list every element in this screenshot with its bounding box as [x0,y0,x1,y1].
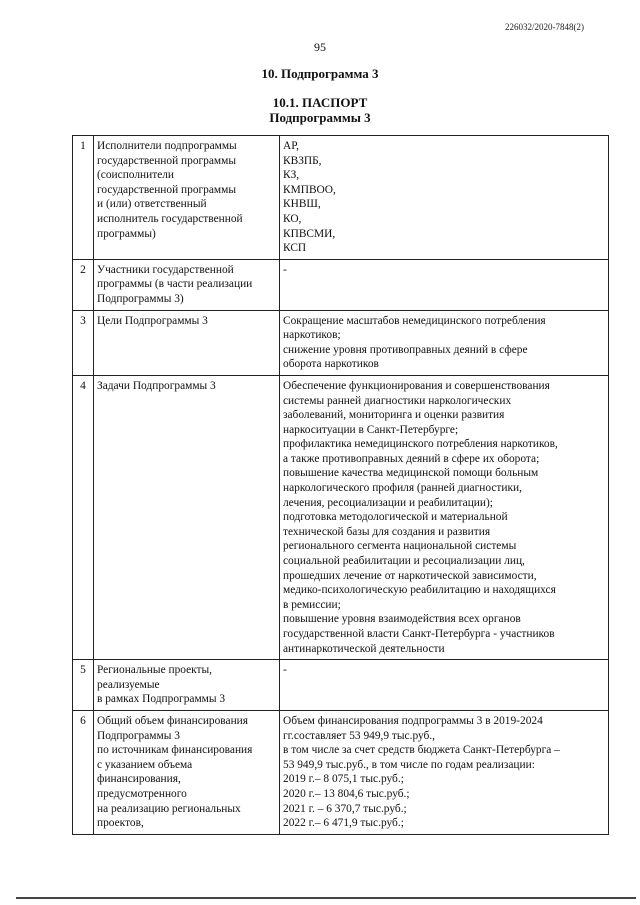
value-line: КСП [283,242,307,255]
label-line: в рамках Подпрограммы 3 [97,693,226,706]
row-number: 5 [73,660,94,711]
row-number: 4 [73,375,94,659]
value-line: медико-психологическую реабилитацию и находящихся [283,584,556,597]
passport-row-5 [73,660,609,711]
value-line: АР, [283,140,299,152]
label-line: Общий объем финансирования [97,714,249,727]
document-registration-code: 226032/2020-7848(2) [505,22,584,32]
value-line: повышение уровня взаимодействия всех органов [283,613,521,626]
row-value [280,310,609,375]
row-label [94,259,280,310]
value-line: КЗ, [283,169,300,182]
value-line: КО, [283,212,302,225]
value-line: гг.составляет 53 949,9 тыс.руб., [283,729,436,742]
label-line: государственной программы [97,183,237,196]
row-label [94,310,280,375]
value-line: КНВШ, [283,198,321,211]
label-line: Цели Подпрограммы 3 [97,314,208,327]
value-line: социальной реабилитации и ресоциализации лиц, [283,555,525,568]
value-line: а также противоправных деяний в сфере их оборота; [283,452,540,465]
label-line: и (или) ответственный [97,198,207,211]
label-line: Подпрограммы 3) [97,292,184,305]
label-line: предусмотренного [97,787,187,800]
value-line: Обеспечение функционирования и совершенствования [283,379,550,392]
row-value [280,660,609,711]
label-line: реализуемые [97,678,160,691]
value-line: 2020 г.– 13 804,6 тыс.руб.; [283,787,410,800]
row-label [94,136,280,260]
value-line: снижение уровня противоправных деяний в сфере [283,343,528,356]
passport-subheading: Подпрограммы 3 [269,110,371,125]
value-line: заболеваний, мониторинга и оценки развития [283,409,505,422]
label-line: Региональные проекты, [97,664,213,677]
row-label [94,660,280,711]
value-line: в ремиссии; [283,598,341,611]
label-line: на реализацию региональных [97,802,241,815]
value-line: 2022 г.– 6 471,9 тыс.руб.; [283,817,404,830]
value-line: регионального сегмента национальной системы [283,540,517,553]
passport-row-2 [73,259,609,310]
value-line: прошедших лечение от наркотической зависимости, [283,569,537,582]
value-line: государственной власти Санкт-Петербурга - участников [283,628,555,640]
label-line: с указанием объема [97,758,193,771]
value-line: 53 949,9 тыс.руб., в том числе по годам реализации: [283,758,535,771]
label-line: программы) [97,227,156,240]
value-line: оборота наркотиков [283,358,379,371]
page-bottom-rule [16,897,636,899]
value-line: в том числе за счет средств бюджета Санкт-Петербурга – [283,744,560,757]
label-line: исполнитель государственной [97,212,243,225]
passport-row-1 [73,136,609,260]
passport-table [72,135,609,835]
row-number: 2 [73,259,94,310]
row-value [280,259,609,310]
value-line: 2021 г. – 6 370,7 тыс.руб.; [283,802,407,815]
row-number: 6 [73,710,94,834]
value-line: профилактика немедицинского потребления наркотиков, [283,438,558,451]
value-line: - [283,664,287,677]
subprogram-heading: 10. Подпрограмма 3 [261,66,379,81]
passport-heading: 10.1. ПАСПОРТ [272,95,368,110]
value-line: системы ранней диагностики наркологических [283,394,512,407]
row-number: 3 [73,310,94,375]
passport-row-3 [73,310,609,375]
passport-row-6 [73,710,609,834]
value-line: 2019 г.– 8 075,1 тыс.руб.; [283,773,404,786]
label-line: программы (в части реализации [97,278,253,291]
label-line: проектов, [97,817,144,830]
label-line: Исполнители подпрограммы [97,140,237,152]
value-line: технической базы для создания и развития [283,525,491,538]
value-line: лечения, ресоциализации и реабилитации); [283,496,493,509]
value-line: КПВСМИ, [283,227,336,240]
label-line: государственной программы [97,154,237,167]
row-label [94,375,280,659]
value-line: - [283,263,287,276]
value-line: КМПВОО, [283,183,336,196]
value-line: повышение качества медицинской помощи больным [283,467,539,480]
row-value [280,136,609,260]
page-number: 95 [314,40,326,54]
value-line: антинаркотической деятельности [283,642,445,655]
row-number: 1 [73,136,94,260]
value-line: подготовка методологической и материальной [283,511,508,524]
value-line: Объем финансирования подпрограммы 3 в 2019-2024 [283,714,543,727]
label-line: (соисполнители [97,169,175,182]
row-value [280,710,609,834]
label-line: Задачи Подпрограммы 3 [97,379,216,392]
value-line: Сокращение масштабов немедицинского потребления [283,314,546,327]
label-line: Участники государственной [97,263,234,276]
row-label [94,710,280,834]
value-line: наркологического профиля (ранней диагностики, [283,482,522,495]
label-line: финансирования, [97,773,181,786]
value-line: наркоситуации в Санкт-Петербурге; [283,423,459,436]
row-value [280,375,609,659]
label-line: по источникам финансирования [97,744,253,757]
passport-row-4 [73,375,609,659]
value-line: КВЗПБ, [283,154,322,167]
value-line: наркотиков; [283,329,341,342]
label-line: Подпрограммы 3 [97,729,180,742]
